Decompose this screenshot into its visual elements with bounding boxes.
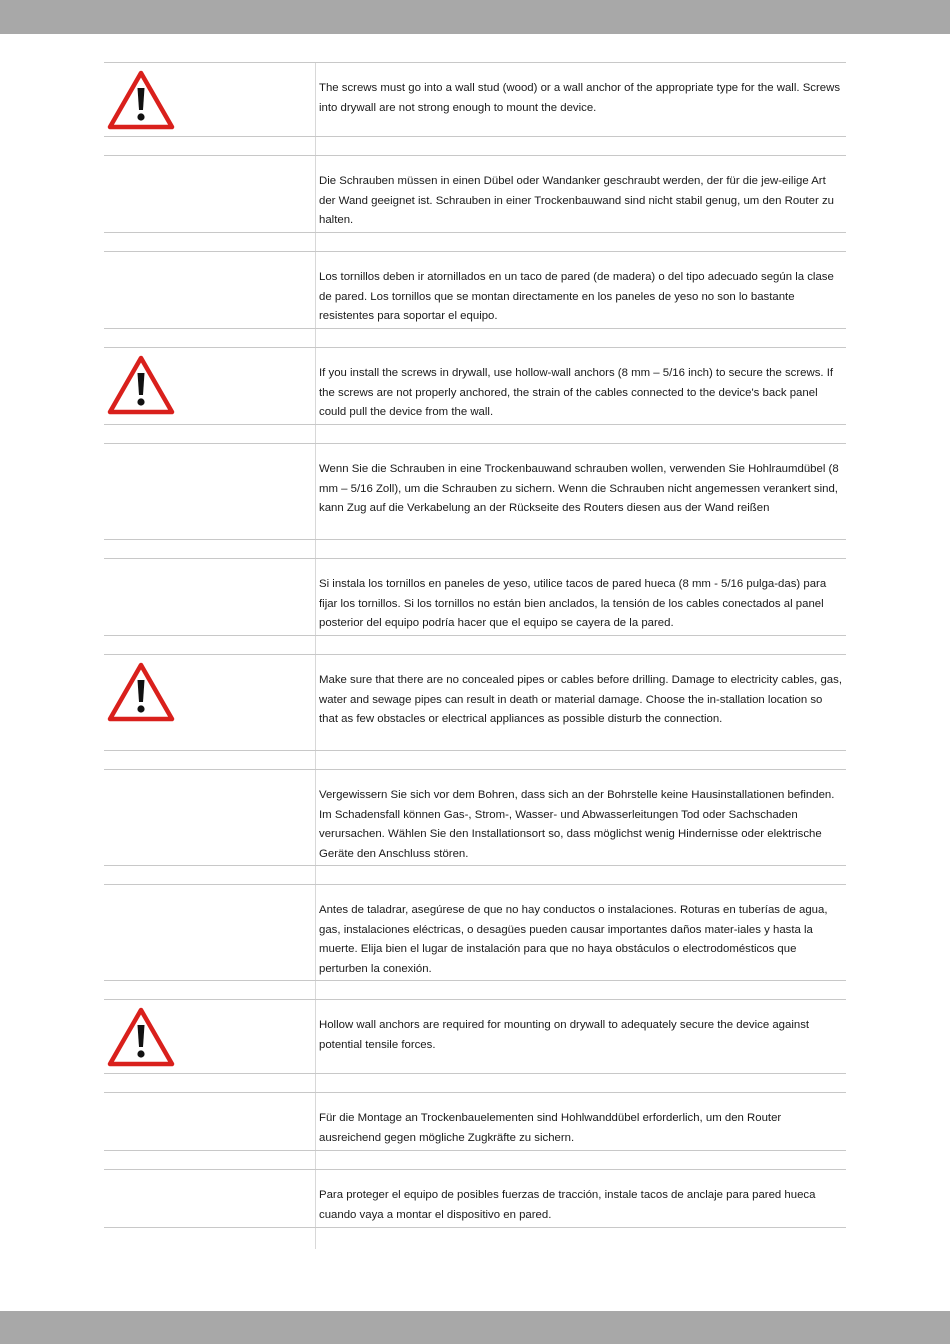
note-text: Los tornillos deben ir atornillados en un taco de pared (de madera) o del tipo adecuado según la clase de pared. Los tornillos que se montan directamente en los paneles de yeso no son lo bastante resistentes para soportar el equipo. bbox=[319, 271, 834, 322]
note-text: Vergewissern Sie sich vor dem Bohren, dass sich an der Bohrstelle keine Hausinstallationen befinden. Im Schadensfall können Gas-, Strom-, Wasser- und Abwasserleitungen Tod oder Sachschaden verursachen. Wählen Sie den Installationsort so, dass möglichst wenig Hindernisse oder elektrische Geräte den Anschluss stören. bbox=[319, 789, 835, 860]
row-separator bbox=[104, 539, 846, 558]
warning-triangle-icon bbox=[107, 70, 175, 130]
row-separator bbox=[104, 328, 846, 347]
row-separator bbox=[104, 232, 846, 251]
note-row bbox=[104, 999, 846, 1073]
note-row bbox=[104, 251, 846, 328]
note-row bbox=[104, 558, 846, 635]
page-header-band bbox=[0, 0, 950, 34]
note-row bbox=[104, 1092, 846, 1150]
note-text: Make sure that there are no concealed pipes or cables before drilling. Damage to electricity cables, gas, water and sewage pipes can result in death or material damage. Choose the in-stallation location so that as few obstacles or electrical appliances as possible disturb the connection. bbox=[319, 674, 842, 725]
note-text: Hollow wall anchors are required for mounting on drywall to adequately secure the device against potential tensile forces. bbox=[319, 1019, 810, 1051]
row-separator bbox=[104, 1073, 846, 1092]
note-text: If you install the screws in drywall, use hollow-wall anchors (8 mm – 5/16 inch) to secure the screws. If the screws are not properly anchored, the strain of the cables connected to the device's back panel could pull the device from the wall. bbox=[319, 367, 834, 418]
note-text: Para proteger el equipo de posibles fuerzas de tracción, instale tacos de anclaje para pared hueca cuando vaya a montar el dispositivo en pared. bbox=[319, 1189, 816, 1221]
note-row bbox=[104, 443, 846, 539]
note-row bbox=[104, 62, 846, 136]
note-row bbox=[104, 654, 846, 750]
note-text: Die Schrauben müssen in einen Dübel oder Wandanker geschraubt werden, der für die jew-eilige Art der Wand geeignet ist. Schrauben in einer Trockenbauwand sind nicht stabil genug, um den Router zu halten. bbox=[319, 175, 835, 226]
note-text: Antes de taladrar, asegúrese de que no hay conductos o instalaciones. Roturas en tuberías de agua, gas, instalaciones eléctricas, o desagües pueden causar importantes daños mater-iales y hasta la muerte. Elija bien el lugar de instalación para que no haya obstáculos o electrodomésticos que perturben la conexión. bbox=[319, 904, 828, 975]
row-separator bbox=[104, 635, 846, 654]
warning-triangle-icon bbox=[107, 662, 175, 722]
note-row bbox=[104, 769, 846, 865]
note-row bbox=[104, 155, 846, 232]
note-row bbox=[104, 1169, 846, 1228]
note-text: Für die Montage an Trockenbauelementen sind Hohlwanddübel erforderlich, um den Router ausreichend gegen mögliche Zugkräfte zu sichern. bbox=[319, 1112, 782, 1144]
warning-triangle-icon bbox=[107, 1007, 175, 1067]
row-separator bbox=[104, 865, 846, 884]
row-separator bbox=[104, 750, 846, 769]
note-row bbox=[104, 884, 846, 980]
row-separator bbox=[104, 136, 846, 155]
safety-notes-table bbox=[104, 62, 846, 1228]
row-separator bbox=[104, 424, 846, 443]
note-row bbox=[104, 347, 846, 424]
row-separator bbox=[104, 980, 846, 999]
row-separator bbox=[104, 1150, 846, 1169]
note-text: The screws must go into a wall stud (wood) or a wall anchor of the appropriate type for the wall. Screws into drywall are not strong enough to mount the device. bbox=[319, 82, 841, 114]
page-footer-band bbox=[0, 1311, 950, 1344]
note-text: Wenn Sie die Schrauben in eine Trockenbauwand schrauben wollen, verwenden Sie Hohlraumdübel (8 mm – 5/16 Zoll), um die Schrauben zu sichern. Wenn die Schrauben nicht angemessen verankert sind, kann Zug auf die Verkabelung an der Rückseite des Routers diesen aus der Wand reißen bbox=[319, 463, 839, 514]
note-text: Si instala los tornillos en paneles de yeso, utilice tacos de pared hueca (8 mm - 5/16 pulga-das) para fijar los tornillos. Si los tornillos no están bien anclados, la tensión de los cables conectados al panel posterior del equipo podría hacer que el equipo se cayera de la pared. bbox=[319, 578, 827, 629]
warning-triangle-icon bbox=[107, 355, 175, 415]
